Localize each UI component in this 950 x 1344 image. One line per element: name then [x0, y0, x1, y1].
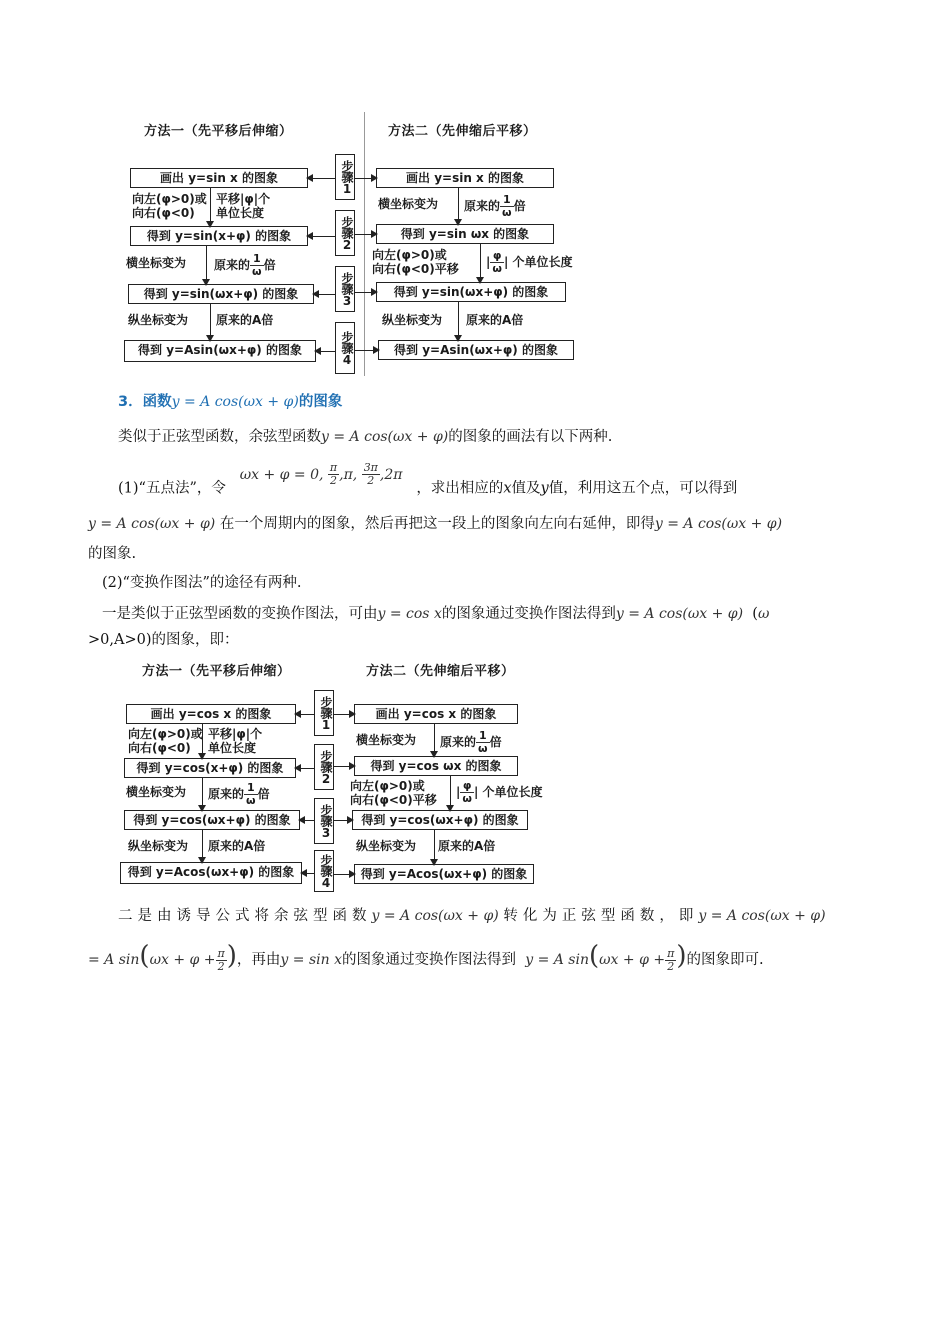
step-box-2: 步骤2 — [335, 210, 355, 256]
arrow-step1-right — [355, 178, 376, 179]
paragraph-7: >0,A>0)的图象，即： — [88, 632, 239, 648]
arrow-step2-right — [355, 234, 376, 235]
cosine-transform-flowchart — [116, 652, 556, 894]
step-box-4: 步骤4 — [335, 322, 355, 374]
divider-line — [364, 112, 365, 376]
arrow-step1-left — [308, 178, 335, 179]
math-formula: y = A cos(ωx + φ) — [171, 394, 299, 410]
math-formula: = A sin(ωx + φ + $\frac{\pi}{2}$ ) — [88, 941, 237, 973]
arrow-step4-right — [355, 350, 378, 351]
arrow-step2-right — [334, 766, 354, 767]
arrow-step1-left — [296, 714, 314, 715]
math-formula: y = A cos(ωx + φ) — [654, 516, 783, 532]
arrow-step1-right — [334, 714, 354, 715]
paragraph-5: (2)“变换作图法”的途径有两种. — [102, 575, 302, 591]
math-formula: y = sin x — [280, 952, 342, 968]
paragraph-2: (1)“五点法”，令 ωx + φ = 0, $\frac{\pi}{2}$ ,π, $\frac{3\pi}{2}$ ,2π ，求出相应的x值及y值，利用这五个点，可以得到 — [118, 461, 738, 497]
right-note-shift-b: 向右(φ<0)平移 — [350, 793, 437, 807]
left-box-4: 得到 y=Acos(ωx+φ) 的图象 — [120, 862, 302, 884]
five-point-values: ωx + φ = 0, $\frac{\pi}{2}$ ,π, $\frac{3\pi}{2}$ ,2π — [239, 461, 403, 487]
fraction-phi-over-omega: $\frac{\varphi}{\omega}$ — [492, 249, 502, 275]
math-formula: y = A cos(ωx + φ) — [88, 516, 216, 532]
right-box-3: 得到 y=cos(ωx+φ) 的图象 — [352, 810, 528, 830]
left-down-arrow-1 — [210, 188, 211, 226]
right-down-arrow-2 — [480, 244, 481, 282]
math-formula: y = A cos(ωx + φ) — [615, 606, 744, 622]
left-down-arrow-3 — [202, 830, 203, 862]
right-note-shift-b: 向右(φ<0)平移 — [372, 262, 459, 276]
step-box-4: 步骤4 — [314, 850, 334, 892]
step-box-2: 步骤2 — [314, 744, 334, 790]
right-note-shift-a: 向左(φ>0)或 — [372, 248, 447, 262]
left-note-scale-x: 横坐标变为 — [126, 785, 187, 799]
right-box-4: 得到 y=Acos(ωx+φ) 的图象 — [354, 864, 534, 884]
left-note-scale-y2: 原来的A倍 — [208, 839, 266, 853]
right-box-3: 得到 y=sin(ωx+φ) 的图象 — [376, 282, 566, 302]
right-down-arrow-3 — [458, 302, 459, 340]
right-down-arrow-1 — [458, 188, 459, 224]
left-box-4: 得到 y=Asin(ωx+φ) 的图象 — [124, 340, 316, 362]
right-note-shift-c: | $\frac{\varphi}{\omega}$ | 个单位长度 — [456, 779, 543, 805]
left-note-shift-d: 单位长度 — [208, 741, 257, 755]
arrow-step3-left — [314, 294, 335, 295]
right-box-1: 画出 y=cos x 的图象 — [354, 704, 518, 724]
left-note-shift-c: 平移|φ|个 — [208, 727, 263, 741]
left-box-2: 得到 y=cos(x+φ) 的图象 — [124, 758, 296, 778]
paragraph-3: y = A cos(ωx + φ) 在一个周期内的图象，然后再把这一段上的图象向左向右延伸，即得y = A cos(ωx + φ) — [88, 516, 783, 532]
step-box-3: 步骤3 — [335, 266, 355, 312]
math-formula: y = A sin(ωx + φ + $\frac{\pi}{2}$ ) — [525, 941, 687, 973]
right-note-scale-x-fraction: 原来的 $\frac{1}{\omega}$ 倍 — [464, 193, 526, 219]
right-note-shift-a: 向左(φ>0)或 — [350, 779, 425, 793]
left-down-arrow-3 — [210, 304, 211, 340]
paragraph-9: = A sin(ωx + φ + $\frac{\pi}{2}$ )，再由y = sin x的图象通过变换作图法得到 y = A sin(ωx + φ + $\frac{\pi}{2}$ )的图象即可. — [88, 941, 764, 973]
right-note-scale-y: 纵坐标变为 — [356, 839, 417, 853]
left-note-shift-b: 向右(φ<0) — [132, 206, 195, 220]
fraction-phi-over-omega: $\frac{\varphi}{\omega}$ — [462, 779, 472, 805]
left-note-scale-x-fraction: 原来的 $\frac{1}{\omega}$ 倍 — [208, 781, 270, 807]
math-formula: y = A cos(ωx + φ) — [698, 908, 826, 924]
fraction-one-over-omega: $\frac{1}{\omega}$ — [502, 193, 512, 219]
fraction-one-over-omega: $\frac{1}{\omega}$ — [246, 781, 256, 807]
arrow-step2-left — [296, 768, 314, 769]
paragraph-4: 的图象. — [88, 546, 137, 562]
fraction-one-over-omega: $\frac{1}{\omega}$ — [478, 729, 488, 755]
right-note-scale-y: 纵坐标变为 — [382, 313, 443, 327]
method2-header: 方法二（先伸缩后平移） — [366, 664, 515, 679]
method2-header: 方法二（先伸缩后平移） — [388, 124, 537, 139]
fraction-one-over-omega: $\frac{1}{\omega}$ — [252, 252, 262, 278]
arrow-step3-right — [334, 820, 352, 821]
left-box-3: 得到 y=sin(ωx+φ) 的图象 — [128, 284, 314, 304]
right-note-scale-y2: 原来的A倍 — [466, 313, 524, 327]
right-down-arrow-2 — [450, 776, 451, 810]
right-note-shift-c: | $\frac{\varphi}{\omega}$ | 个单位长度 — [486, 249, 573, 275]
arrow-step3-left — [300, 820, 314, 821]
math-formula: y = A cos(ωx + φ) — [321, 429, 449, 445]
left-box-2: 得到 y=sin(x+φ) 的图象 — [130, 226, 308, 246]
right-note-scale-y2: 原来的A倍 — [438, 839, 496, 853]
left-note-scale-x-fraction: 原来的 $\frac{1}{\omega}$ 倍 — [214, 252, 276, 278]
method1-header: 方法一（先平移后伸缩） — [142, 664, 291, 679]
left-note-scale-y: 纵坐标变为 — [128, 839, 189, 853]
left-note-shift-c: 平移|φ|个 — [216, 192, 271, 206]
right-note-scale-x-fraction: 原来的 $\frac{1}{\omega}$ 倍 — [440, 729, 502, 755]
left-note-shift-b: 向右(φ<0) — [128, 741, 191, 755]
right-box-4: 得到 y=Asin(ωx+φ) 的图象 — [378, 340, 574, 360]
method1-header: 方法一（先平移后伸缩） — [144, 124, 293, 139]
right-box-2: 得到 y=sin ωx 的图象 — [376, 224, 554, 244]
right-note-scale-x: 横坐标变为 — [356, 733, 417, 747]
left-box-1: 画出 y=cos x 的图象 — [126, 704, 296, 724]
left-box-1: 画出 y=sin x 的图象 — [130, 168, 308, 188]
math-formula: y = A cos(ωx + φ) — [371, 908, 499, 924]
paragraph-8: 二是由诱导公式将余弦型函数y = A cos(ωx + φ) 转化为正弦型函数，即y = A cos(ωx + φ) — [118, 908, 826, 924]
step-box-1: 步骤1 — [314, 690, 334, 736]
right-note-scale-x: 横坐标变为 — [378, 197, 439, 211]
paragraph-6: 一是类似于正弦型函数的变换作图法，可由y = cos x的图象通过变换作图法得到y = A cos(ωx + φ) (ω — [102, 606, 770, 622]
arrow-step4-left — [302, 873, 314, 874]
left-down-arrow-2 — [206, 246, 207, 284]
math-formula: y = cos x — [377, 606, 442, 622]
step-box-3: 步骤3 — [314, 798, 334, 844]
right-box-1: 画出 y=sin x 的图象 — [376, 168, 554, 188]
right-down-arrow-3 — [434, 830, 435, 864]
section-heading: 3．函数y = A cos(ωx + φ)的图象 — [118, 394, 343, 410]
left-note-shift-a: 向左(φ>0)或 — [132, 192, 207, 206]
left-down-arrow-2 — [202, 778, 203, 810]
left-note-shift-d: 单位长度 — [216, 206, 265, 220]
left-note-scale-x: 横坐标变为 — [126, 256, 187, 270]
left-note-scale-y2: 原来的A倍 — [216, 313, 274, 327]
sine-transform-flowchart — [118, 110, 596, 378]
left-box-3: 得到 y=cos(ωx+φ) 的图象 — [124, 810, 300, 830]
left-note-shift-a: 向左(φ>0)或 — [128, 727, 203, 741]
right-box-2: 得到 y=cos ωx 的图象 — [354, 756, 518, 776]
arrow-step4-right — [334, 874, 354, 875]
right-down-arrow-1 — [434, 724, 435, 756]
arrow-step3-right — [355, 292, 376, 293]
step-box-1: 步骤1 — [335, 154, 355, 200]
arrow-step2-left — [308, 236, 335, 237]
paragraph-1: 类似于正弦型函数，余弦型函数y = A cos(ωx + φ)的图象的画法有以下两种. — [118, 429, 613, 445]
arrow-step4-left — [316, 351, 335, 352]
left-note-scale-y: 纵坐标变为 — [128, 313, 189, 327]
